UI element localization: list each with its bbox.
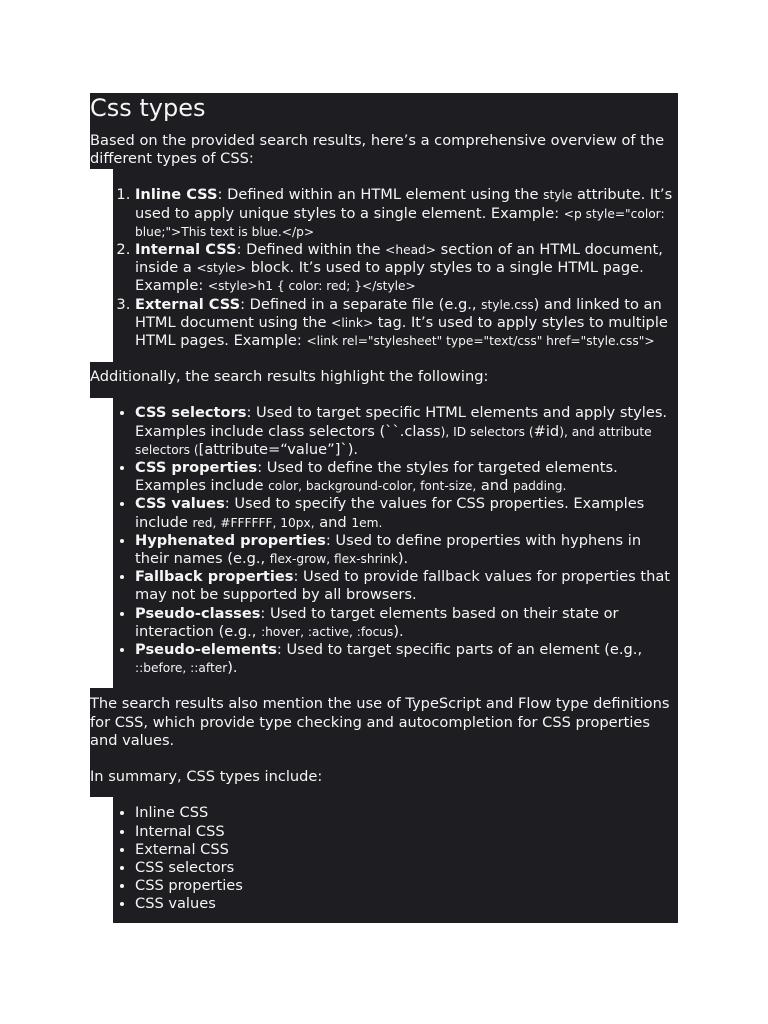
intro-paragraph: Based on the provided search results, here’s a comprehensive overview of the different types of CSS: bbox=[90, 132, 665, 168]
css-type-name: Internal CSS bbox=[135, 241, 237, 259]
css-types-list bbox=[90, 186, 674, 350]
typescript-note: The search results also mention the use of TypeScript and Flow type definitions for CSS, which provide type checking and autocompletion for CSS properties and values. bbox=[90, 695, 670, 749]
page-title: Css types bbox=[90, 94, 206, 122]
highlight-name: Pseudo-classes bbox=[135, 604, 261, 622]
highlight-item: • Hyphenated properties: Used to define properties with hyphens in their names (e.g., flex-grow, flex-shrink). bbox=[135, 532, 674, 568]
summary-item: • Internal CSS bbox=[135, 823, 674, 841]
css-type-item: 2. Internal CSS: Defined within the <head> section of an HTML document, inside a <style> block. It’s used to apply styles to a single HTML page. Example: <style>h1 { color: red; }</style> bbox=[135, 241, 674, 296]
summary-item: • Inline CSS bbox=[135, 804, 674, 822]
summary-intro: In summary, CSS types include: bbox=[90, 768, 323, 786]
highlight-item: • Fallback properties: Used to provide fallback values for properties that may not be supported by all browsers. bbox=[135, 568, 674, 604]
css-type-name: External CSS bbox=[135, 295, 241, 313]
highlight-item: • CSS properties: Used to define the styles for targeted elements. Examples include color, background-color, font-size, and padding. bbox=[135, 459, 674, 495]
summary-item: • External CSS bbox=[135, 841, 674, 859]
css-type-item: 1. Inline CSS: Defined within an HTML element using the style attribute. It’s used to apply unique styles to a single element. Example: <p style="color: blue;">This text is blue.</p> bbox=[135, 186, 674, 241]
highlight-name: Pseudo-elements bbox=[135, 641, 277, 659]
summary-item: • CSS selectors bbox=[135, 859, 674, 877]
highlights-list bbox=[90, 404, 674, 677]
highlight-item: • Pseudo-classes: Used to target elements based on their state or interaction (e.g., :hover, :active, :focus). bbox=[135, 605, 674, 641]
summary-item: • CSS properties bbox=[135, 877, 674, 895]
highlight-name: Hyphenated properties bbox=[135, 531, 326, 549]
highlight-item: • CSS values: Used to specify the values for CSS properties. Examples include red, #FFFFFF, 10px, and 1em. bbox=[135, 495, 674, 531]
highlight-name: CSS selectors bbox=[135, 404, 247, 422]
highlight-name: Fallback properties bbox=[135, 568, 294, 586]
highlight-item: • CSS selectors: Used to target specific HTML elements and apply styles. Examples include class selectors (``.class), ID selectors (#id), and attribute selectors ([attribute=“value”]`). bbox=[135, 404, 674, 459]
summary-item: • CSS values bbox=[135, 895, 674, 913]
css-type-name: Inline CSS bbox=[135, 186, 218, 204]
highlight-name: CSS properties bbox=[135, 459, 258, 477]
summary-list bbox=[90, 804, 674, 913]
additional-intro: Additionally, the search results highlight the following: bbox=[90, 368, 489, 386]
highlight-name: CSS values bbox=[135, 495, 225, 513]
document-content bbox=[90, 93, 674, 914]
highlight-item: • Pseudo-elements: Used to target specific parts of an element (e.g., ::before, ::after). bbox=[135, 641, 674, 677]
css-type-item: 3. External CSS: Defined in a separate file (e.g., style.css) and linked to an HTML document using the <link> tag. It’s used to apply styles to multiple HTML pages. Example: <link rel="stylesheet" type="text/css" href="style.css"> bbox=[135, 296, 674, 351]
